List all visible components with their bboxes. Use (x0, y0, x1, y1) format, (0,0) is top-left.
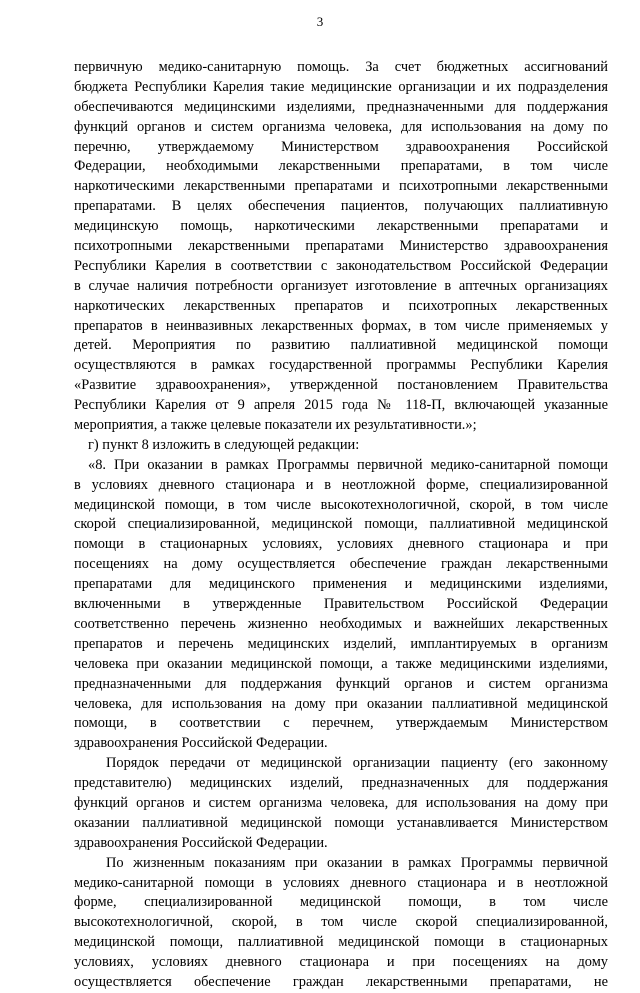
text-line: мероприятия, а также целевые показатели их результативности.»; (74, 417, 477, 434)
text-line: функций органов и систем организма человека, для использования на дому при (74, 794, 608, 811)
text-line: человека, для использования на дому при оказании паллиативной медицинской (74, 695, 608, 712)
text-line: представителю) медицинских изделий, предназначенных для поддержания (74, 775, 608, 792)
text-line: функций органов и систем организма человека, для использования на дому по (74, 118, 608, 135)
text-line: Федерации, необходимыми лекарственными препаратами, в том числе (74, 158, 608, 175)
text-line: детей. Мероприятия по развитию паллиативной медицинской помощи (74, 337, 608, 354)
text-line: Республики Карелия от 9 апреля 2015 года № 118-П, включающей указанные (74, 397, 608, 414)
text-line: в условиях дневного стационара и в неотложной форме, специализированной (74, 476, 608, 493)
text-line: соответственно перечень жизненно необходимых и важнейших лекарственных (74, 615, 608, 632)
text-line: обеспечиваются медицинскими изделиями, предназначенными для поддержания (74, 98, 608, 115)
text-line: препаратов и перечень медицинских изделий, имплантируемых в организм (74, 635, 608, 652)
text-line: оказании паллиативной медицинской помощи устанавливается Министерством (74, 814, 608, 831)
text-line: медицинской помощи, в том числе высокотехнологичной, скорой, в том числе (74, 496, 608, 513)
text-line: перечню, утверждаемому Министерством здравоохранения Российской (74, 138, 608, 155)
text-line: форме, специализированной медицинской помощи, в том числе (74, 894, 608, 911)
text-line: предназначенными для поддержания функций органов и систем организма (74, 675, 608, 692)
text-line: «8. При оказании в рамках Программы первичной медико-санитарной помощи (88, 456, 608, 473)
text-line: препаратами для медицинского применения и медицинскими изделиями, (74, 576, 608, 593)
document-body (74, 58, 608, 993)
text-line: высокотехнологичной, скорой, в том числе скорой специализированной, (74, 914, 608, 931)
text-line: в случае наличия потребности организует изготовление в аптечных организациях (74, 277, 608, 294)
text-line: препаратов в неинвазивных лекарственных формах, в том числе применяемых у (74, 317, 608, 334)
text-line: медико-санитарной помощи в условиях дневного стационара и в неотложной (74, 874, 608, 891)
text-line: включенными в утвержденные Правительством Российской Федерации (74, 596, 608, 613)
subparagraph-heading: г) пункт 8 изложить в следующей редакции: (88, 436, 360, 453)
text-line: человека при оказании медицинской помощи, а также медицинскими изделиями, (74, 655, 608, 672)
text-line: осуществляется обеспечение граждан лекарственными препаратами, не (74, 973, 608, 990)
text-line: скорой специализированной, медицинской помощи, паллиативной медицинской (74, 516, 608, 533)
text-line: медицинской помощи, паллиативной медицинской помощи в стационарных (74, 934, 608, 951)
text-line: медицинскую помощь, наркотическими лекарственными препаратами и (74, 218, 608, 235)
text-line: Порядок передачи от медицинской организации пациенту (его законному (106, 755, 608, 772)
text-line: здравоохранения Российской Федерации. (74, 735, 328, 752)
page-number: 3 (316, 14, 324, 29)
text-line: первичную медико-санитарную помощь. За счет бюджетных ассигнований (74, 59, 608, 75)
text-line: условиях, условиях дневного стационара и при посещениях на дому (74, 954, 608, 971)
text-line: По жизненным показаниям при оказании в рамках Программы первичной (106, 854, 608, 871)
text-line: Республики Карелия в соответствии с законодательством Российской Федерации (74, 257, 608, 274)
text-line: препаратами. В целях обеспечения пациентов, получающих паллиативную (74, 198, 608, 215)
text-line: помощи в стационарных условиях, условиях дневного стационара и при (74, 536, 608, 553)
text-line: здравоохранения Российской Федерации. (74, 834, 328, 851)
text-line: «Развитие здравоохранения», утвержденной постановлением Правительства (74, 377, 608, 394)
text-line: наркотическими лекарственными препаратами и психотропными лекарственными (74, 178, 608, 195)
text-line: бюджета Республики Карелия такие медицинские организации и их подразделения (74, 78, 608, 95)
text-line: помощи, в соответствии с перечнем, утверждаемым Министерством (74, 715, 608, 732)
text-line: посещениях на дому осуществляется обеспечение граждан лекарственными (74, 556, 608, 573)
text-line: осуществляются в рамках государственной программы Республики Карелия (74, 357, 608, 374)
text-line: наркотических лекарственных препаратов и психотропных лекарственных (74, 297, 608, 314)
text-line: психотропными лекарственными препаратами Министерство здравоохранения (74, 238, 608, 255)
